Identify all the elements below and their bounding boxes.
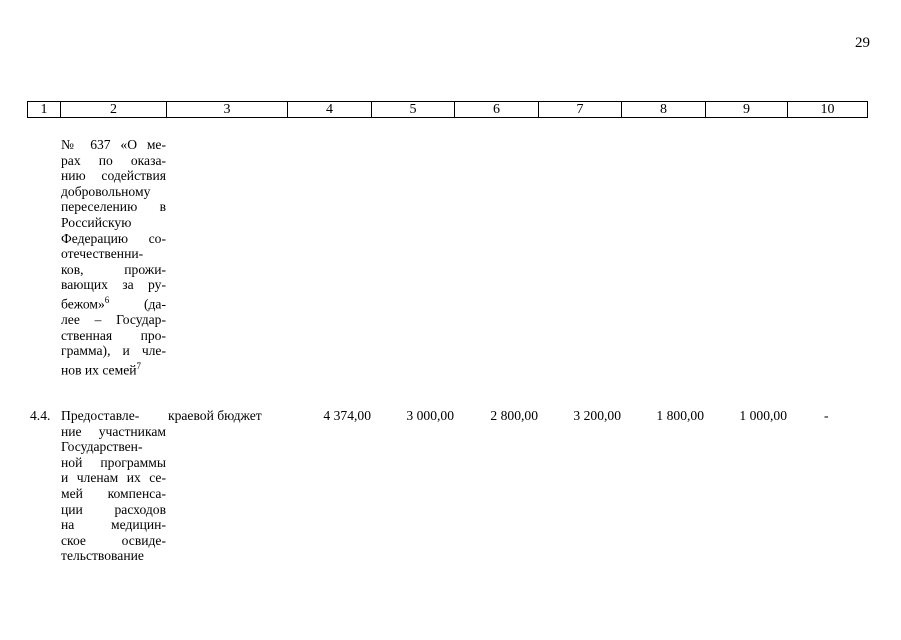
text-line: мей компенса- [61, 485, 166, 501]
value-col-10: - [824, 408, 829, 423]
text-line: тельствование [61, 548, 144, 564]
text-line: ние участникам [61, 423, 166, 439]
text-line: ственная про- [61, 327, 166, 343]
text-line: переселению в [61, 199, 166, 215]
text-line-with-footnote [61, 359, 166, 378]
header-col-7: 7 [539, 102, 622, 117]
row-description [61, 408, 166, 564]
text-line: грамма), и чле- [61, 343, 166, 359]
value-col-9: 1 000,00 [739, 408, 787, 423]
text-line: Предоставле- [61, 408, 140, 423]
text-line: ков, прожи- [61, 261, 166, 277]
text-line: рах по оказа- [61, 152, 166, 168]
header-col-6: 6 [455, 102, 539, 117]
footnote-marker: 7 [136, 360, 142, 371]
text-line: Российскую [61, 214, 132, 230]
text-line: ции расходов [61, 501, 166, 517]
header-col-10: 10 [820, 102, 835, 117]
continuation-text [61, 137, 166, 378]
funding-source: краевой бюджет [168, 408, 262, 423]
header-col-3: 3 [167, 102, 288, 117]
text-line: ной программы [61, 454, 166, 470]
header-col-9: 9 [706, 102, 788, 117]
text-line: добровольному [61, 183, 151, 199]
text-line-with-footnote [61, 293, 166, 312]
value-col-8: 1 800,00 [656, 408, 704, 423]
page-number: 29 [855, 35, 870, 51]
text-line: Федерацию со- [61, 230, 166, 246]
row-number: 4.4. [30, 408, 51, 423]
value-col-6: 2 800,00 [490, 408, 538, 423]
text-line: № 637 «О ме- [61, 137, 166, 152]
header-col-2: 2 [61, 102, 167, 117]
text-fragment: (да- [109, 296, 166, 312]
header-col-4: 4 [288, 102, 372, 117]
header-col-1: 1 [28, 102, 61, 117]
value-col-7: 3 200,00 [573, 408, 621, 423]
header-col-5: 5 [372, 102, 455, 117]
text-line: вающих за ру- [61, 277, 166, 293]
header-col-8: 8 [622, 102, 706, 117]
text-line: ское освиде- [61, 532, 166, 548]
table-header-row [27, 101, 868, 118]
value-col-4: 4 374,00 [323, 408, 371, 423]
text-line: и членам их се- [61, 470, 166, 486]
text-line: лее – Государ- [61, 312, 166, 328]
value-col-5: 3 000,00 [406, 408, 454, 423]
text-line: Государствен- [61, 439, 143, 455]
text-line: отечественни- [61, 246, 144, 262]
text-fragment: нов их семей [61, 362, 137, 378]
text-line: нию содействия [61, 168, 166, 184]
footnote-marker: 6 [104, 294, 110, 305]
text-line: на медицин- [61, 517, 166, 533]
text-fragment: бежом» [61, 296, 105, 312]
